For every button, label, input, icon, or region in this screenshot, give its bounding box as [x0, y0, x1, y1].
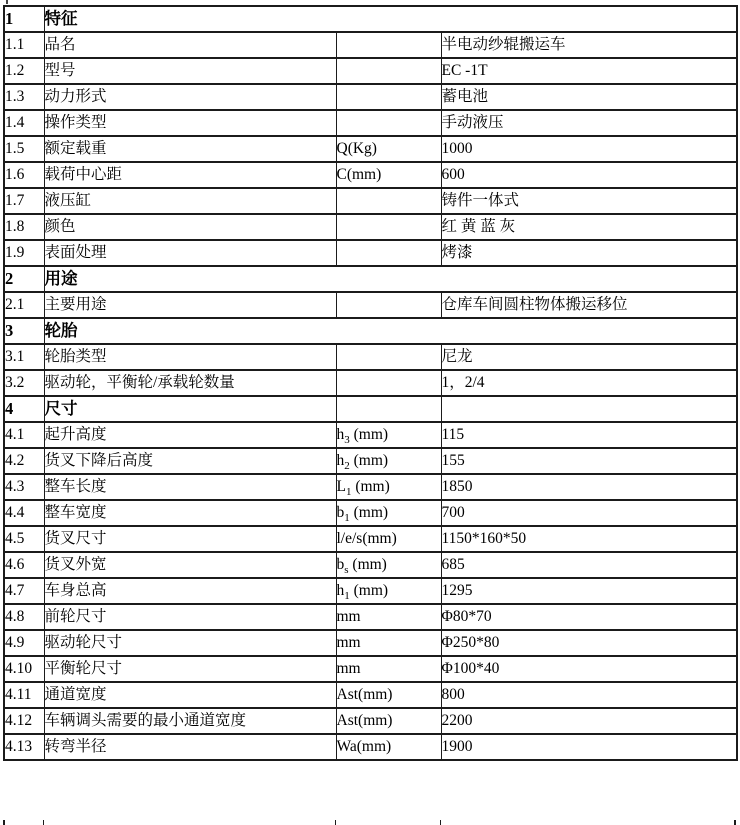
row-number-cell: 4.3: [4, 474, 44, 500]
table-row: [4, 162, 737, 188]
spec-table: [3, 5, 738, 761]
symbol-cell: l/e/s(mm): [336, 526, 441, 552]
row-number-cell: 4.12: [4, 708, 44, 734]
symbol-cell: $h_3$ (mm): [336, 422, 441, 448]
symbol-cell: Q(Kg): [336, 136, 441, 162]
row-number-cell: 1.8: [4, 214, 44, 240]
row-number-cell: 2: [4, 266, 44, 292]
stray-mark: [6, 0, 8, 4]
table-row: [4, 110, 737, 136]
table-row: [4, 84, 737, 110]
value-cell: 1000: [441, 136, 737, 162]
symbol-cell: [336, 370, 441, 396]
value-cell: EC -1T: [441, 58, 737, 84]
value-cell: 115: [441, 422, 737, 448]
row-number-cell: 4.7: [4, 578, 44, 604]
table-row: [4, 630, 737, 656]
symbol-cell: $b_s$ (mm): [336, 552, 441, 578]
table-row: [4, 448, 737, 474]
spec-label-cell: 驱动轮尺寸: [44, 630, 336, 656]
value-cell: 仓库车间圆柱物体搬运移位: [441, 292, 737, 318]
spec-label-cell: 车辆调头需要的最小通道宽度: [44, 708, 336, 734]
value-cell: 尼龙: [441, 344, 737, 370]
table-row: [4, 32, 737, 58]
value-cell: 2200: [441, 708, 737, 734]
table-row: [4, 682, 737, 708]
table-row: [4, 500, 737, 526]
table-row: [4, 526, 737, 552]
spec-label-cell: 整车宽度: [44, 500, 336, 526]
spec-label-cell: 颜色: [44, 214, 336, 240]
value-cell: Φ250*80: [441, 630, 737, 656]
row-number-cell: 4.1: [4, 422, 44, 448]
symbol-cell: [336, 292, 441, 318]
spec-label-cell: 货叉外宽: [44, 552, 336, 578]
symbol-cell: $L_1$ (mm): [336, 474, 441, 500]
symbol-cell: [336, 396, 441, 422]
spec-label-cell: 特征: [44, 6, 737, 32]
value-cell: 800: [441, 682, 737, 708]
row-number-cell: 3.1: [4, 344, 44, 370]
symbol-cell: mm: [336, 604, 441, 630]
symbol-cell: Wa(mm): [336, 734, 441, 760]
spec-label-cell: 起升高度: [44, 422, 336, 448]
symbol-cell: [336, 188, 441, 214]
table-row: [4, 58, 737, 84]
row-number-cell: 1.1: [4, 32, 44, 58]
table-row: [4, 578, 737, 604]
spec-label-cell: 型号: [44, 58, 336, 84]
spec-label-cell: 轮胎: [44, 318, 737, 344]
value-cell: 半电动纱辊搬运车: [441, 32, 737, 58]
value-cell: 155: [441, 448, 737, 474]
table-row: [4, 604, 737, 630]
cutoff-row-border-stub: [3, 820, 5, 825]
table-row: [4, 136, 737, 162]
value-cell: Φ80*70: [441, 604, 737, 630]
row-number-cell: 1: [4, 6, 44, 32]
symbol-cell: $b_1$ (mm): [336, 500, 441, 526]
row-number-cell: 3: [4, 318, 44, 344]
row-number-cell: 4.10: [4, 656, 44, 682]
value-cell: 1850: [441, 474, 737, 500]
value-cell: 700: [441, 500, 737, 526]
symbol-cell: Ast(mm): [336, 682, 441, 708]
symbol-cell: C(mm): [336, 162, 441, 188]
row-number-cell: 1.3: [4, 84, 44, 110]
spec-label-cell: 前轮尺寸: [44, 604, 336, 630]
row-number-cell: 2.1: [4, 292, 44, 318]
value-cell: 铸件一体式: [441, 188, 737, 214]
value-cell: 1900: [441, 734, 737, 760]
row-number-cell: 4.5: [4, 526, 44, 552]
spec-label-cell: 额定载重: [44, 136, 336, 162]
row-number-cell: 4.4: [4, 500, 44, 526]
table-row: [4, 318, 737, 344]
value-cell: 蓄电池: [441, 84, 737, 110]
table-row: [4, 344, 737, 370]
value-cell: 烤漆: [441, 240, 737, 266]
symbol-cell: $h_1$ (mm): [336, 578, 441, 604]
symbol-cell: Ast(mm): [336, 708, 441, 734]
row-number-cell: 4.11: [4, 682, 44, 708]
symbol-cell: mm: [336, 630, 441, 656]
value-cell: 红 黄 蓝 灰: [441, 214, 737, 240]
symbol-cell: [336, 110, 441, 136]
symbol-cell: [336, 84, 441, 110]
table-row: [4, 552, 737, 578]
spec-label-cell: 尺寸: [44, 396, 336, 422]
row-number-cell: 4.13: [4, 734, 44, 760]
spec-label-cell: 整车长度: [44, 474, 336, 500]
value-cell: [441, 396, 737, 422]
table-row: [4, 266, 737, 292]
row-number-cell: 1.2: [4, 58, 44, 84]
value-cell: 1295: [441, 578, 737, 604]
table-row: [4, 188, 737, 214]
symbol-cell: [336, 58, 441, 84]
row-number-cell: 1.5: [4, 136, 44, 162]
cutoff-row-border-stub: [43, 820, 44, 825]
spec-label-cell: 表面处理: [44, 240, 336, 266]
spec-label-cell: 平衡轮尺寸: [44, 656, 336, 682]
table-row: [4, 214, 737, 240]
table-row: [4, 6, 737, 32]
value-cell: 1，2/4: [441, 370, 737, 396]
table-row: [4, 396, 737, 422]
spec-label-cell: 转弯半径: [44, 734, 336, 760]
table-row: [4, 240, 737, 266]
value-cell: Φ100*40: [441, 656, 737, 682]
row-number-cell: 4.9: [4, 630, 44, 656]
spec-label-cell: 轮胎类型: [44, 344, 336, 370]
table-row: [4, 708, 737, 734]
spec-label-cell: 液压缸: [44, 188, 336, 214]
spec-label-cell: 动力形式: [44, 84, 336, 110]
spec-label-cell: 车身总高: [44, 578, 336, 604]
table-row: [4, 422, 737, 448]
spec-label-cell: 操作类型: [44, 110, 336, 136]
spec-label-cell: 驱动轮，平衡轮/承载轮数量: [44, 370, 336, 396]
row-number-cell: 1.7: [4, 188, 44, 214]
row-number-cell: 4: [4, 396, 44, 422]
table-row: [4, 292, 737, 318]
symbol-cell: [336, 240, 441, 266]
spec-label-cell: 货叉尺寸: [44, 526, 336, 552]
cutoff-row-border-stub: [734, 820, 736, 825]
spec-label-cell: 主要用途: [44, 292, 336, 318]
spec-label-cell: 通道宽度: [44, 682, 336, 708]
row-number-cell: 4.8: [4, 604, 44, 630]
table-row: [4, 474, 737, 500]
row-number-cell: 1.6: [4, 162, 44, 188]
row-number-cell: 4.6: [4, 552, 44, 578]
row-number-cell: 3.2: [4, 370, 44, 396]
symbol-cell: $h_2$ (mm): [336, 448, 441, 474]
spec-label-cell: 品名: [44, 32, 336, 58]
row-number-cell: 1.4: [4, 110, 44, 136]
table-row: [4, 370, 737, 396]
symbol-cell: [336, 214, 441, 240]
row-number-cell: 4.2: [4, 448, 44, 474]
value-cell: 600: [441, 162, 737, 188]
spec-label-cell: 货叉下降后高度: [44, 448, 336, 474]
row-number-cell: 1.9: [4, 240, 44, 266]
value-cell: 1150*160*50: [441, 526, 737, 552]
symbol-cell: [336, 32, 441, 58]
spec-label-cell: 用途: [44, 266, 737, 292]
symbol-cell: mm: [336, 656, 441, 682]
cutoff-row-border-stub: [335, 820, 336, 825]
table-row: [4, 734, 737, 760]
table-row: [4, 656, 737, 682]
value-cell: 手动液压: [441, 110, 737, 136]
cutoff-row-border-stub: [440, 820, 441, 825]
symbol-cell: [336, 344, 441, 370]
spec-label-cell: 载荷中心距: [44, 162, 336, 188]
value-cell: 685: [441, 552, 737, 578]
spec-table-body: [4, 6, 737, 760]
